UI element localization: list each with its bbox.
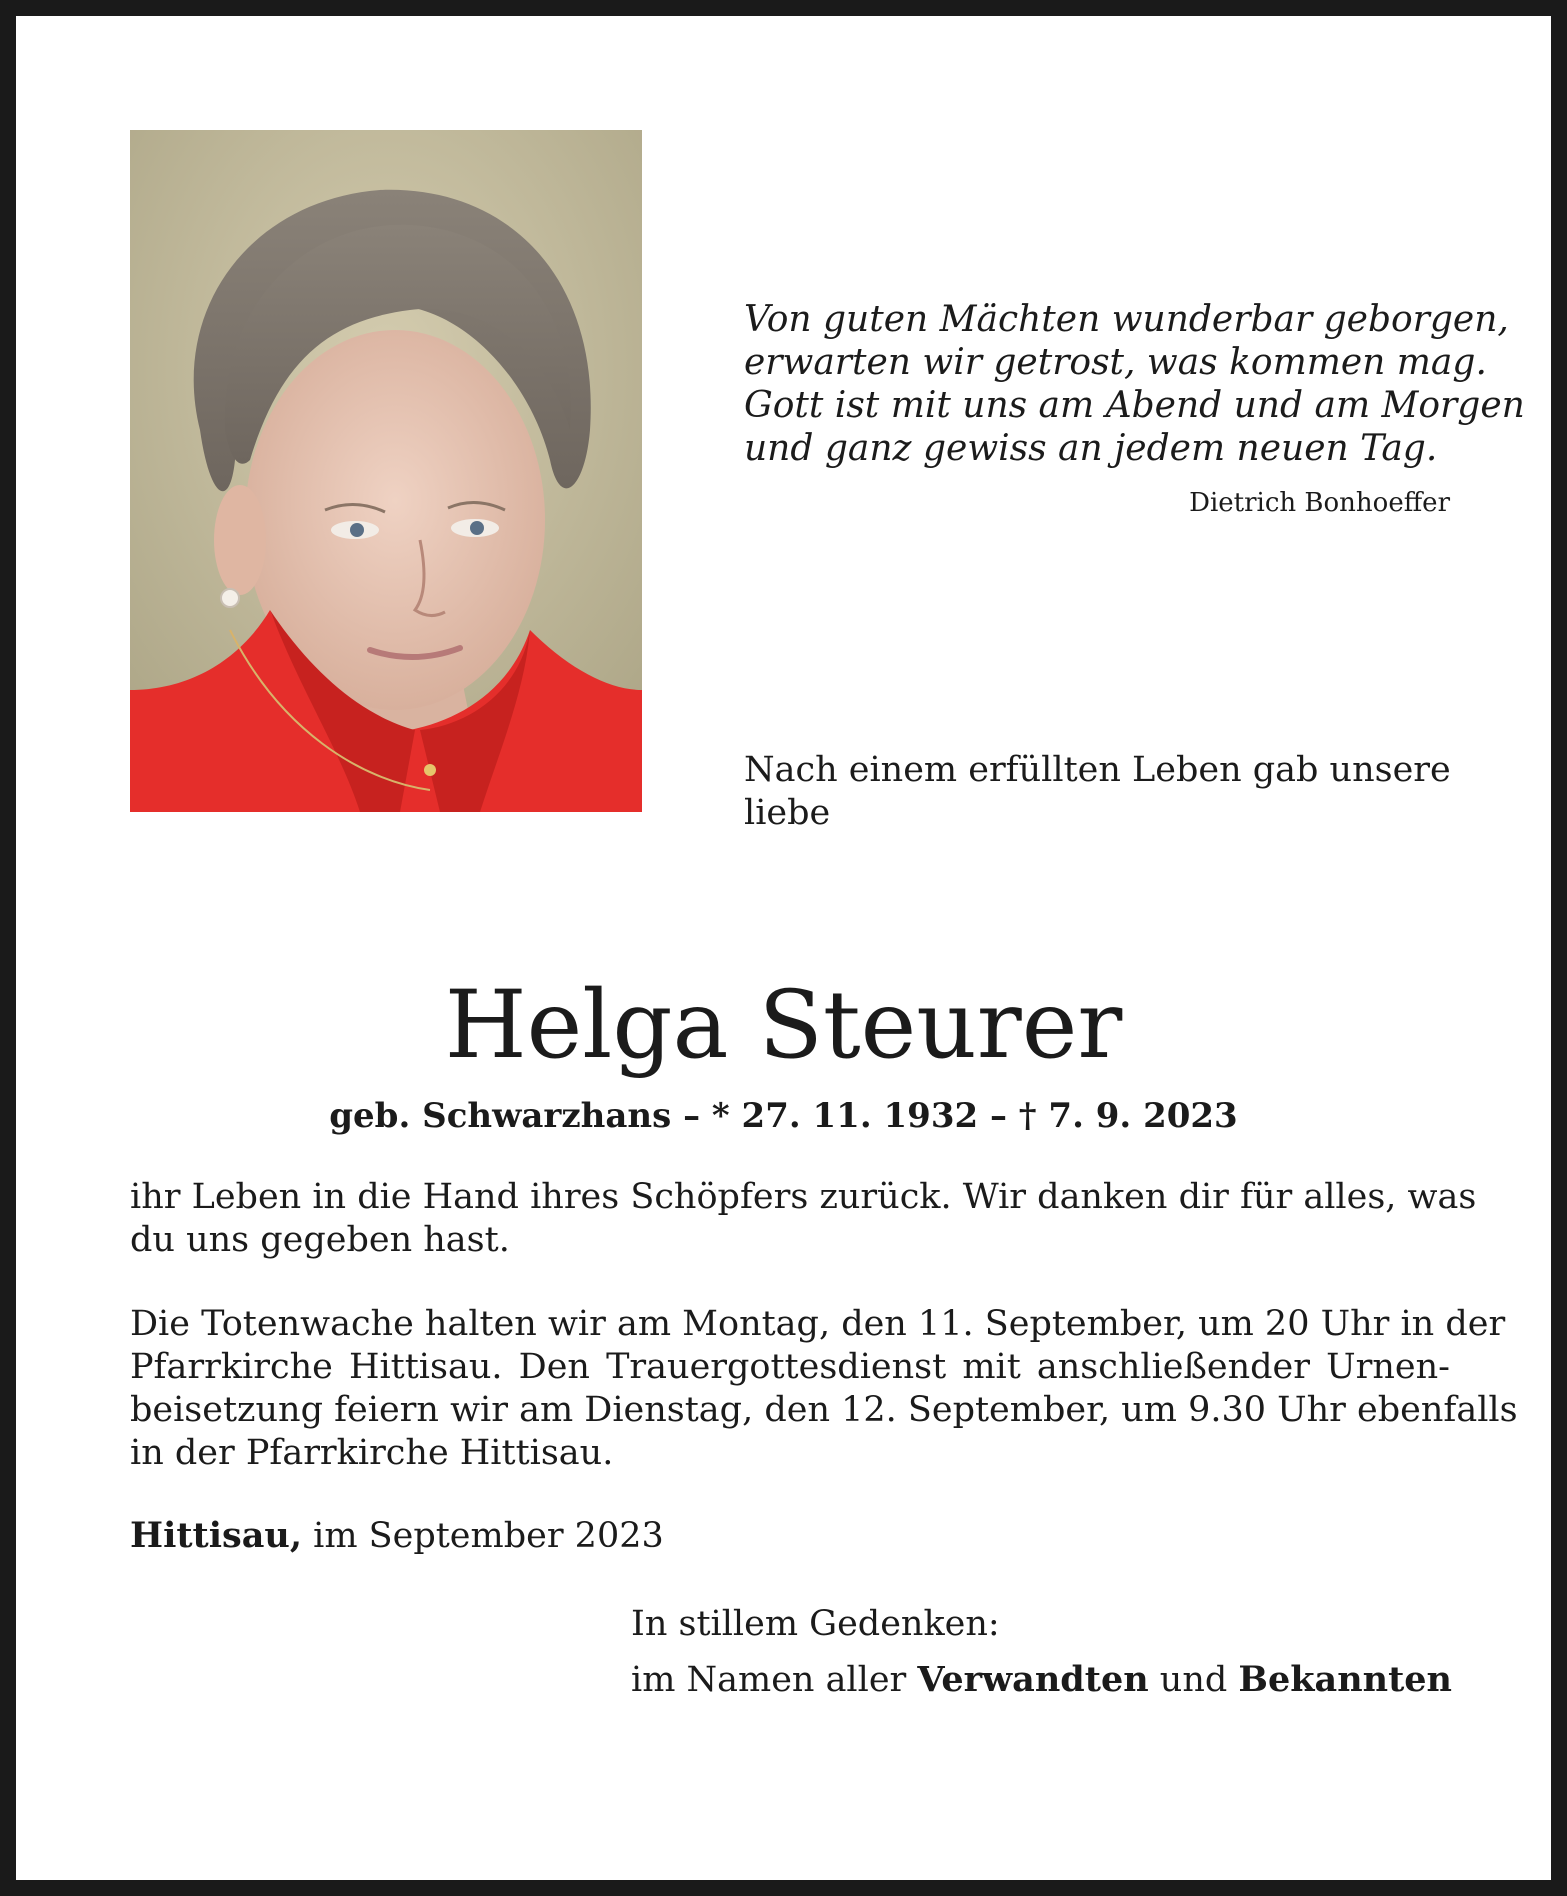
intro-line-2: liebe — [744, 793, 831, 833]
paragraph-2-line-2: Pfarrkirche Hittisau. Den Trauergottesdienst mit anschließender Urnen- — [130, 1347, 1450, 1387]
life-dates: geb. Schwarzhans – * 27. 11. 1932 – † 7. 9. 2023 — [329, 1096, 1238, 1136]
body-paragraph-2 — [130, 1303, 1518, 1475]
paragraph-2-line-1: Die Totenwache halten wir am Montag, den 11. September, um 20 Uhr in der — [130, 1304, 1506, 1344]
body-paragraph-1 — [130, 1176, 1477, 1262]
poem-author: Dietrich Bonhoeffer — [1189, 488, 1450, 518]
poem-line-2: erwarten wir getrost, was kommen mag. — [744, 342, 1487, 383]
deceased-name: Helga Steurer — [444, 971, 1123, 1080]
poem-line-4: und ganz gewiss an jedem neuen Tag. — [744, 428, 1438, 469]
closing-line-1: In stillem Gedenken: — [631, 1604, 1000, 1644]
place-town: Hittisau, — [130, 1515, 303, 1556]
intro-line-1: Nach einem erfüllten Leben gab unsere — [744, 750, 1451, 790]
paragraph-2-line-3: beisetzung feiern wir am Dienstag, den 12. September, um 9.30 Uhr ebenfalls — [130, 1390, 1518, 1430]
portrait-illustration — [130, 130, 642, 812]
closing-acquaintances: Bekannten — [1238, 1659, 1452, 1700]
intro-text — [744, 749, 1451, 835]
paragraph-1-line-2: du uns gegeben hast. — [130, 1220, 510, 1260]
closing-signature — [631, 1596, 1451, 1708]
portrait-photo — [130, 130, 642, 812]
paragraph-1-line-1: ihr Leben in die Hand ihres Schöpfers zurück. Wir danken dir für alles, was — [130, 1177, 1477, 1217]
poem-line-3: Gott ist mit uns am Abend und am Morgen — [744, 385, 1525, 426]
closing-conjunction: und — [1148, 1660, 1239, 1700]
poem-line-1: Von guten Mächten wunderbar geborgen, — [744, 299, 1509, 340]
closing-prefix: im Namen aller — [631, 1660, 918, 1700]
closing-line-2 — [631, 1652, 1451, 1708]
place-and-date — [130, 1514, 664, 1558]
place-date: im September 2023 — [302, 1516, 664, 1556]
closing-relatives: Verwandten — [917, 1659, 1149, 1700]
paragraph-2-line-4: in der Pfarrkirche Hittisau. — [130, 1433, 614, 1473]
poem-quote — [744, 298, 1525, 470]
